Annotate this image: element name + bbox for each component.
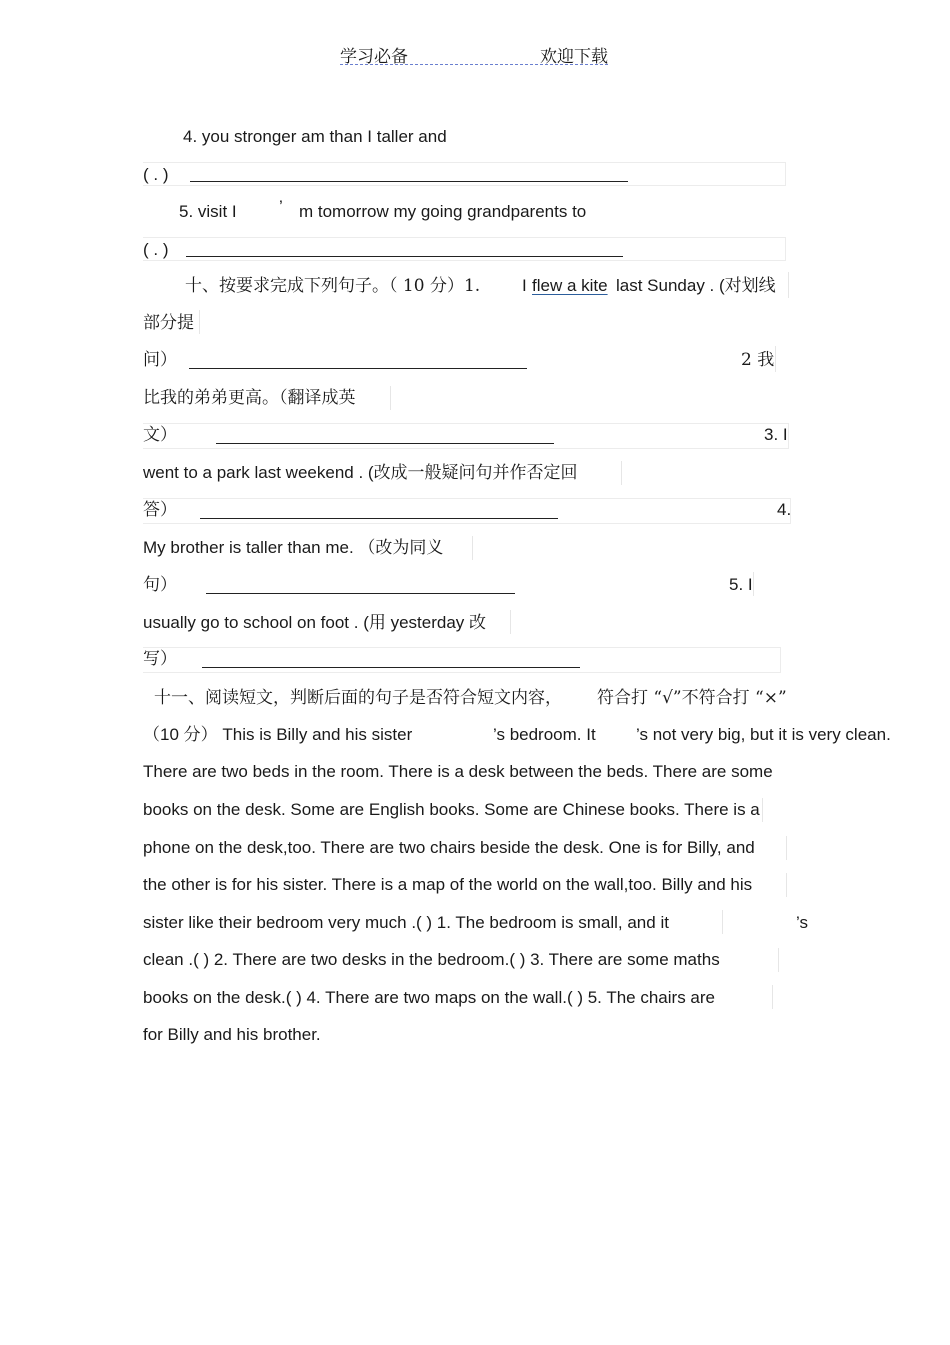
s10-q3-text: went to a park last weekend . (改成一般疑问句并作否定回: [143, 463, 578, 482]
s11-line9: for Billy and his brother.: [143, 1025, 321, 1044]
q5-scrambled: m tomorrow my going grandparents to: [299, 202, 587, 221]
s11-line1-a: （10 分） This is Billy and his sister: [143, 725, 413, 744]
s10-q4-end: 句）: [143, 575, 177, 595]
s10-q5-text: usually go to school on foot . (用 yesterday 改: [143, 613, 487, 632]
s10-q5-end: 写）: [143, 649, 177, 669]
s11-line7: clean .( ) 2. There are two desks in the bedroom.( ) 3. There are some maths: [143, 950, 720, 969]
s10-q4-blank[interactable]: [206, 593, 515, 594]
section11-title: 十一、阅读短文，判断后面的句子是否符合短文内容，: [154, 688, 562, 708]
s11-line1-c: ’s not very big, but it is very clean.: [636, 725, 891, 744]
s10-q1-end: 问）: [143, 350, 177, 370]
s10-q2-num: 2 我: [741, 350, 775, 370]
section10-title: 十、按要求完成下列句子。（ 10 分）1.: [185, 276, 481, 296]
s10-q5-num: 5. I: [729, 575, 753, 594]
s10-q1-post: last Sunday . (对划线: [616, 276, 776, 295]
q5-apostrophe: ’: [279, 197, 283, 216]
answer-box: [143, 237, 786, 261]
s10-q1-cont: 部分提: [143, 313, 194, 333]
s11-line5: the other is for his sister. There is a map of the world on the wall,too. Billy and his: [143, 875, 753, 894]
s10-q1-pre: I: [522, 276, 527, 295]
s10-q1-underlined: flew a kite: [532, 276, 608, 295]
page-header: [340, 42, 608, 65]
s10-q1-blank[interactable]: [189, 368, 527, 369]
s10-q2-blank[interactable]: [216, 443, 554, 444]
s10-q2-text: 比我的弟弟更高。（翻译成英: [143, 388, 356, 408]
s11-line2: There are two beds in the room. There is a desk between the beds. There are some: [143, 762, 773, 781]
s11-line8: books on the desk.( ) 4. There are two maps on the wall.( ) 5. The chairs are: [143, 988, 715, 1007]
s11-line6-a: sister like their bedroom very much .( ) 1. The bedroom is small, and it: [143, 913, 669, 932]
q4-answer-label: ( . ): [143, 165, 169, 184]
s11-line1-b: ’s bedroom. It: [493, 725, 596, 744]
header-left: 学习必备: [340, 47, 408, 67]
s11-line3: books on the desk. Some are English books. Some are Chinese books. There is a: [143, 800, 760, 819]
s10-q5-blank[interactable]: [202, 667, 580, 668]
section11-title-rest: 符合打 “√”不符合打 “×”: [597, 688, 787, 708]
s10-q3-num: 3. I: [764, 425, 788, 444]
q4-scrambled: 4. you stronger am than I taller and: [183, 127, 447, 146]
q4-answer-blank[interactable]: [190, 181, 628, 182]
q5-visit: 5. visit I: [179, 202, 237, 221]
header-right: 欢迎下载: [540, 47, 608, 67]
s10-q2-end: 文）: [143, 425, 177, 445]
s11-line6-b: ’s: [796, 913, 808, 932]
s10-q4-num: 4.: [777, 500, 792, 519]
q5-answer-label: ( . ): [143, 240, 169, 259]
s10-q3-blank[interactable]: [200, 518, 558, 519]
q5-answer-blank[interactable]: [186, 256, 623, 257]
s10-q4-text: My brother is taller than me. （改为同义: [143, 538, 444, 557]
answer-box: [143, 162, 786, 186]
s11-line4: phone on the desk,too. There are two chairs beside the desk. One is for Billy, and: [143, 838, 755, 857]
s10-q3-end: 答）: [143, 500, 177, 520]
